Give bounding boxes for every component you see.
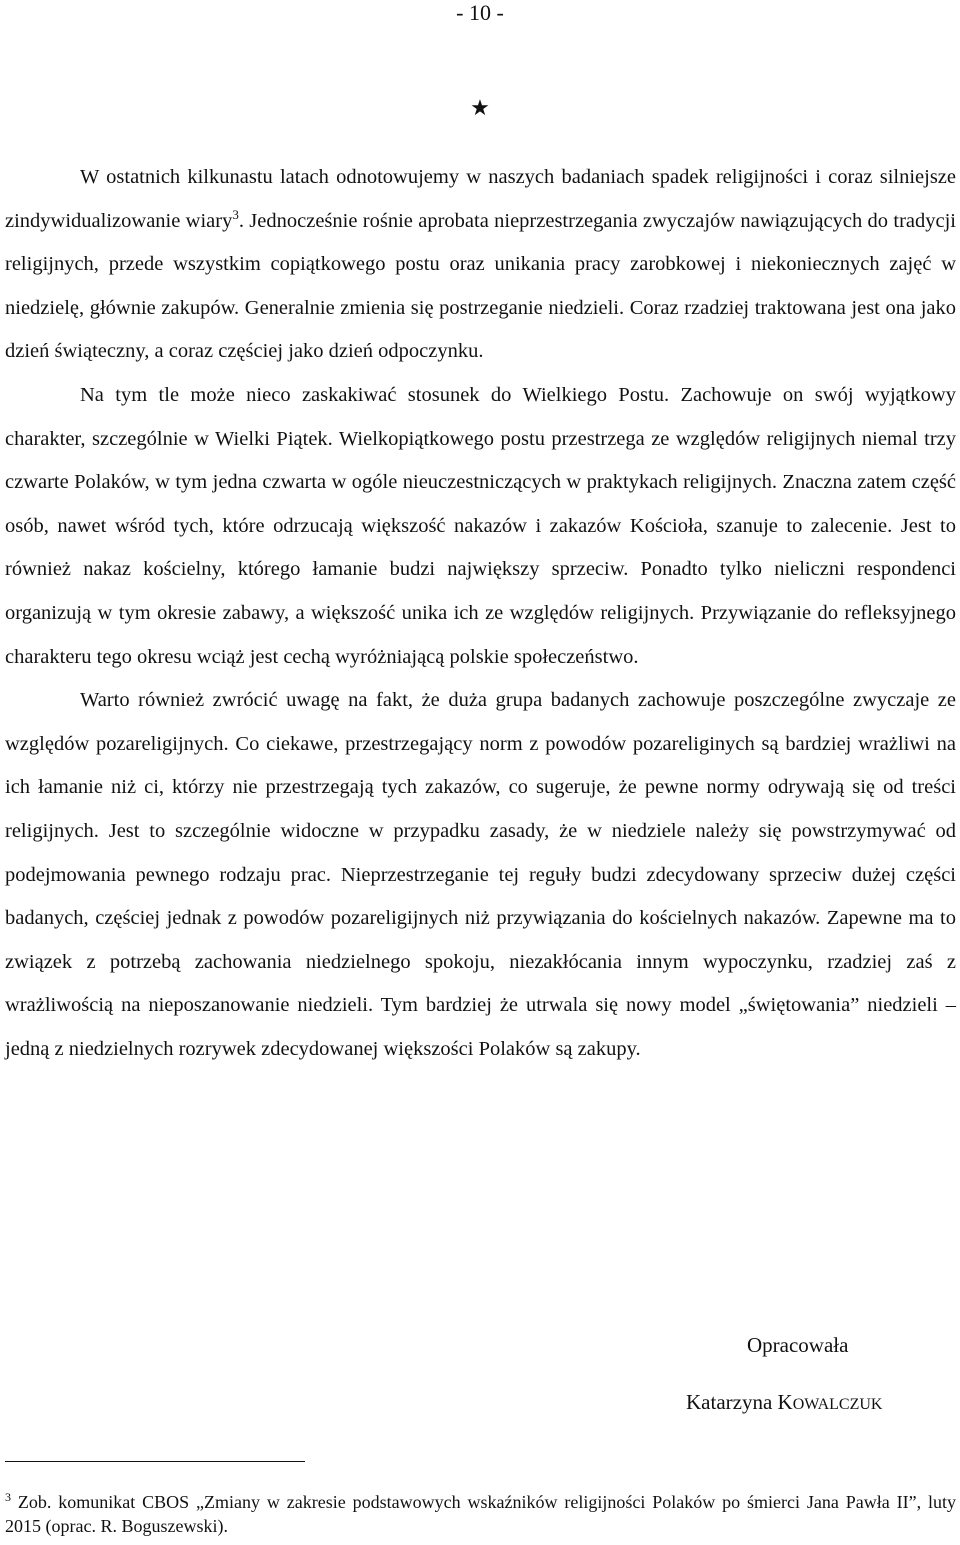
footnote-divider	[5, 1461, 305, 1462]
page-number: - 10 -	[456, 0, 504, 25]
signature-author	[686, 1388, 882, 1419]
footnote-reference[interactable]: 3	[232, 206, 239, 222]
footnote	[5, 1490, 956, 1538]
author-first-name: Katarzyna	[686, 1390, 778, 1414]
document-body	[5, 156, 956, 1071]
author-surname-initial: K	[777, 1390, 793, 1414]
footnote-text: Zob. komunikat CBOS „Zmiany w zakresie podstawowych wskaźników religijności Polaków po śmierci Jana Pawła II”, luty 2015 (oprac. R. Boguszewski).	[5, 1492, 956, 1536]
paragraph-1	[5, 156, 956, 374]
paragraph-1-text-b: . Jednocześnie rośnie aprobata nieprzestrzegania zwyczajów nawiązujących do tradycji religijnych, przede wszystkim copiątkowego postu oraz unikania pracy zarobkowej i niekoniecznych zajęć w niedzielę, głównie zakupów. Generalnie zmienia się postrzeganie niedzieli. Coraz rzadziej traktowana jest ona jako dzień świąteczny, a coraz częściej jako dzień odpoczynku.	[5, 209, 956, 363]
paragraph-1-text-a: W ostatnich kilkunastu latach odnotowujemy w naszych badaniach spadek religijności i coraz silniejsze zindywidualizowanie wiary	[5, 166, 956, 232]
author-surname-rest: OWALCZUK	[792, 1396, 883, 1413]
signature-role: Opracowała	[747, 1333, 849, 1357]
paragraph-2: Na tym tle może nieco zaskakiwać stosunek do Wielkiego Postu. Zachowuje on swój wyjątkowy charakter, szczególnie w Wielki Piątek. Wielkopiątkowego postu przestrzega ze względów religijnych niemal trzy czwarte Polaków, w tym jedna czwarta w ogóle nieuczestniczących w praktykach religijnych. Znaczna zatem część osób, nawet wśród tych, które odrzucają większość nakazów i zakazów Kościoła, szanuje to zalecenie. Jest to również nakaz kościelny, którego łamanie budzi największy sprzeciw. Ponadto tylko nieliczni respondenci organizują w tym okresie zabawy, a większość unika ich ze względów religijnych. Przywiązanie do refleksyjnego charakteru tego okresu wciąż jest cechą wyróżniającą polskie społeczeństwo.	[5, 383, 956, 668]
paragraph-3: Warto również zwrócić uwagę na fakt, że duża grupa badanych zachowuje poszczególne zwyczaje ze względów pozareligijnych. Co ciekawe, przestrzegający norm z powodów pozareliginych są bardziej wrażliwi na ich łamanie niż ci, którzy nie przestrzegają tych zakazów, co sugeruje, że pewne normy odrywają się od treści religijnych. Jest to szczególnie widoczne w przypadku zasady, że w niedziele należy się powstrzymywać od podejmowania pewnego rodzaju prac. Nieprzestrzeganie tej reguły budzi zdecydowany sprzeciw dużej części badanych, częściej jednak z powodów pozareligijnych niż przywiązania do kościelnych nakazów. Zapewne ma to związek z potrzebą zachowania niedzielnego spokoju, niezakłócania innym wypoczynku, rzadziej zaś z wrażliwością na nieposzanowanie niedzieli. Tym bardziej że utrwala się nowy model „świętowania” niedzieli – jedną z niedzielnych rozrywek zdecydowanej większości Polaków są zakupy.	[5, 689, 956, 1060]
star-separator-icon: ★	[470, 95, 490, 120]
footnote-number: 3	[5, 1490, 11, 1504]
